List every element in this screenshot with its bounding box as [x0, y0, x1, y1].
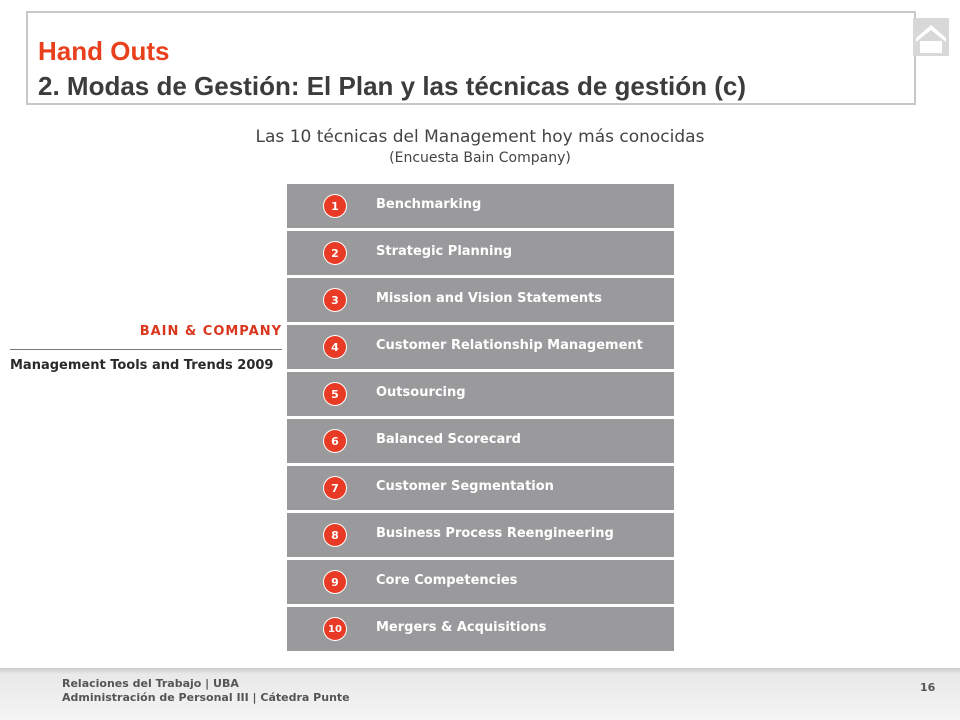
list-item [287, 607, 674, 651]
list-item [287, 325, 674, 369]
rank-badge: 5 [324, 383, 346, 405]
technique-label: Outsourcing [376, 385, 466, 400]
report-title: Management Tools and Trends 2009 [10, 358, 274, 373]
rank-badge: 7 [324, 477, 346, 499]
list-item [287, 560, 674, 604]
page-title: Hand Outs [38, 36, 170, 66]
technique-label: Business Process Reengineering [376, 526, 614, 541]
list-item [287, 184, 674, 228]
technique-label: Strategic Planning [376, 244, 513, 259]
footer-course: Administración de Personal III | Cátedra Punte [62, 691, 350, 704]
rank-badge: 9 [324, 571, 346, 593]
rank-badge: 1 [324, 195, 346, 217]
divider [10, 349, 282, 350]
technique-label: Benchmarking [376, 197, 482, 212]
technique-label: Mergers & Acquisitions [376, 620, 547, 635]
home-icon[interactable] [913, 18, 949, 56]
rank-badge: 6 [324, 430, 346, 452]
list-item [287, 419, 674, 463]
rank-badge: 10 [324, 618, 346, 640]
technique-label: Core Competencies [376, 573, 518, 588]
technique-label: Customer Relationship Management [376, 338, 643, 353]
techniques-list [287, 182, 674, 651]
rank-badge: 2 [324, 242, 346, 264]
rank-badge: 3 [324, 289, 346, 311]
page-number: 16 [920, 681, 936, 694]
rank-badge: 8 [324, 524, 346, 546]
chart-heading: Las 10 técnicas del Management hoy más conocidas [255, 127, 705, 147]
rank-badge: 4 [324, 336, 346, 358]
list-item [287, 513, 674, 557]
technique-label: Mission and Vision Statements [376, 291, 603, 306]
page-subtitle: 2. Modas de Gestión: El Plan y las técnicas de gestión (c) [38, 71, 746, 101]
list-item [287, 372, 674, 416]
list-item [287, 278, 674, 322]
chart-source: (Encuesta Bain Company) [389, 150, 571, 166]
title-box [26, 11, 916, 105]
list-item [287, 466, 674, 510]
technique-label: Customer Segmentation [376, 479, 554, 494]
list-item [287, 231, 674, 275]
footer-institution: Relaciones del Trabajo | UBA [62, 677, 239, 690]
technique-label: Balanced Scorecard [376, 432, 521, 447]
bain-logo: BAIN & COMPANY [139, 324, 282, 339]
